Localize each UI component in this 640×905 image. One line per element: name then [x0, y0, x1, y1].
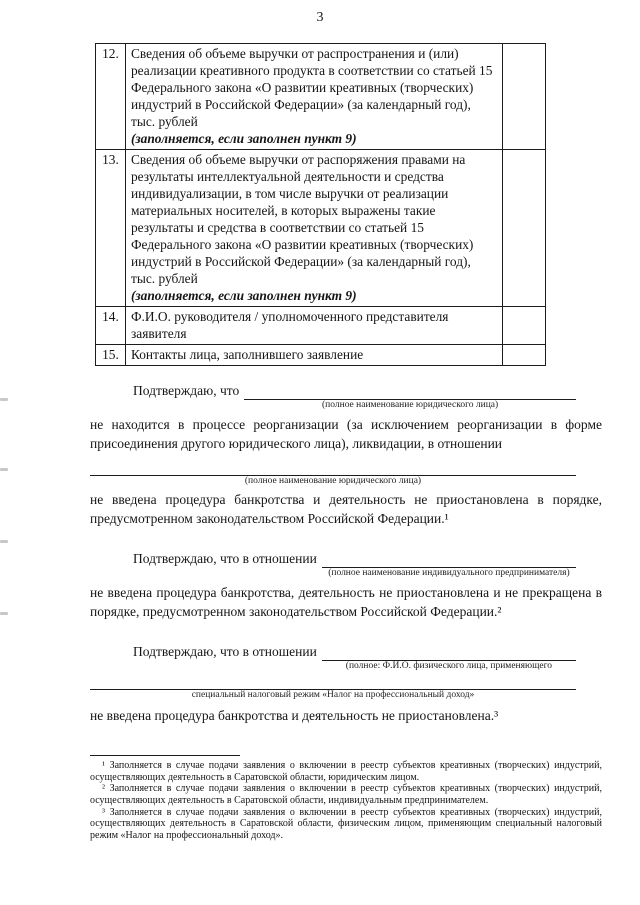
- scan-artifact: [0, 540, 8, 543]
- scan-artifact: [0, 468, 8, 471]
- statement-1-caption-2: (полное наименование юридического лица): [244, 476, 422, 487]
- table-row-13: [96, 150, 546, 307]
- row-text: Сведения об объеме выручки от распространения и (или) реализации креативного продукта в соответствии со статьей 15 Федерального закона «О развитии креативных (творческих) индустрий в Российской Федерации» (за календарный год), тыс. рублей: [130, 46, 493, 130]
- row-note: (заполняется, если заполнен пункт 9): [130, 131, 357, 147]
- statement-3-caption: (полное: Ф.И.О. физического лица, применяющего: [345, 661, 553, 672]
- row-text: Контакты лица, заполнившего заявление: [130, 347, 364, 363]
- statement-2-caption: (полное наименование индивидуального предпринимателя): [328, 568, 570, 579]
- scan-artifact: [0, 612, 8, 615]
- table-row-14: [96, 307, 546, 345]
- row-number: 12.: [96, 44, 126, 150]
- statement-2-paragraph: не введена процедура банкротства, деятельность не приостановлена и не прекращена в порядке, предусмотренном законодательством Российской Федерации.²: [90, 585, 602, 620]
- row-value-cell: [503, 345, 546, 366]
- statement-1-label: Подтверждаю, что: [133, 383, 240, 399]
- statement-3-caption-2: специальный налоговый режим «Налог на профессиональный доход»: [191, 690, 475, 701]
- row-note: (заполняется, если заполнен пункт 9): [130, 288, 357, 304]
- row-description: [125, 345, 502, 366]
- statement-3-paragraph: не введена процедура банкротства и деятельность не приостановлена.³: [90, 708, 499, 724]
- row-value-cell: [503, 150, 546, 307]
- row-number: 15.: [96, 345, 126, 366]
- statement-1-paragraph-b: не введена процедура банкротства и деятельность не приостановлена в порядке, предусмотренном законодательством Российской Федерации.¹: [90, 492, 602, 527]
- statement-3-lead: [90, 642, 602, 672]
- statements-block: [90, 381, 602, 841]
- statement-1-caption: (полное наименование юридического лица): [321, 400, 499, 411]
- row-text: Сведения об объеме выручки от распоряжения правами на результаты интеллектуальной деятельности и средства индивидуализации, в том числе выручки от реализации материальных носителей, в которых выражены такие результаты и средства в соответствии со статьей 15 Федерального закона «О развитии креативных (творческих) индустрий в Российской Федерации» (за календарный год), тыс. рублей: [130, 152, 474, 287]
- statement-1-paragraph-a: не находится в процессе реорганизации (за исключением реорганизации в форме присоединения другого юридического лица), ликвидации, в отношении: [90, 417, 602, 452]
- row-value-cell: [503, 44, 546, 150]
- statement-2-blank-line: [322, 549, 576, 579]
- table-row-15: [96, 345, 546, 366]
- row-number: 13.: [96, 150, 126, 307]
- table-row-12: [96, 44, 546, 150]
- row-description: [125, 150, 502, 307]
- row-value-cell: [503, 307, 546, 345]
- statement-2-label: Подтверждаю, что в отношении: [133, 551, 317, 567]
- row-number: 14.: [96, 307, 126, 345]
- form-table: [95, 43, 546, 366]
- statement-3-blank-line-2: [90, 675, 576, 701]
- statement-3-blank-line: [322, 642, 576, 672]
- statement-1-blank-line: [244, 381, 576, 411]
- statement-3-label: Подтверждаю, что в отношении: [133, 644, 317, 660]
- footnote-separator: [90, 755, 240, 756]
- row-description: [125, 44, 502, 150]
- footnote-3: ³ Заполняется в случае подачи заявления о включении в реестр субъектов креативных (творческих) индустрий, осуществляющих деятельность в Саратовской области, физическим лицом, применяющим специальный налоговый режим «Налог на профессиональный доход».: [90, 806, 602, 841]
- scan-artifact: [0, 398, 8, 401]
- footnote-2: ² Заполняется в случае подачи заявления о включении в реестр субъектов креативных (творческих) индустрий, осуществляющих деятельность в Саратовской области, индивидуальным предпринимателем.: [90, 783, 602, 807]
- statement-1-lead: [90, 381, 602, 411]
- page-number: 3: [316, 10, 324, 25]
- statement-2-lead: [90, 549, 602, 579]
- footnote-1: ¹ Заполняется в случае подачи заявления о включении в реестр субъектов креативных (творческих) индустрий, осуществляющих деятельность в Саратовской области, юридическим лицом.: [90, 760, 602, 783]
- statement-1-blank-line-2: [90, 461, 576, 487]
- row-text: Ф.И.О. руководителя / уполномоченного представителя заявителя: [130, 309, 449, 342]
- row-description: [125, 307, 502, 345]
- footnotes-block: [90, 755, 602, 841]
